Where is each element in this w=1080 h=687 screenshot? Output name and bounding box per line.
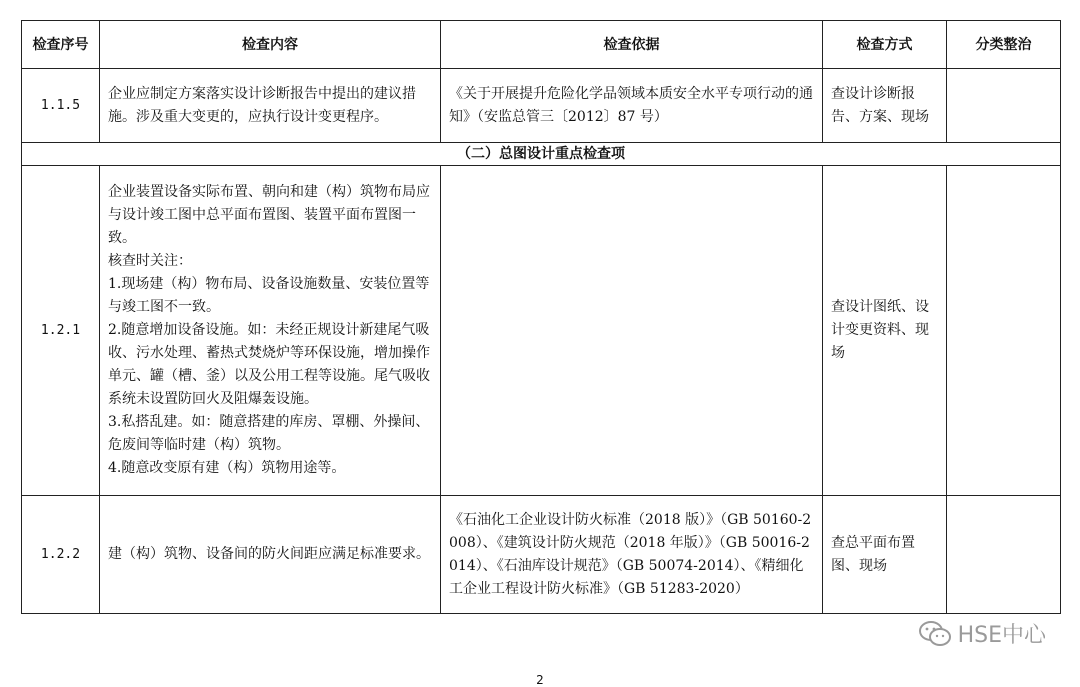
inspection-table	[21, 20, 1061, 614]
row-no: 1.2.2	[22, 496, 100, 614]
content-para: 核查时关注：	[108, 253, 192, 269]
header-method: 检查方式	[823, 21, 947, 69]
row-no: 1.2.1	[22, 166, 100, 496]
row-method: 查总平面布置图、现场	[823, 496, 947, 614]
table-row	[22, 69, 1061, 143]
section-title: （二）总图设计重点检查项	[22, 143, 1061, 166]
row-content	[100, 166, 441, 496]
content-para: 企业装置设备实际布置、朝向和建（构）筑物布局应与设计竣工图中总平面布置图、装置平面布置图一致。	[108, 184, 430, 246]
row-rectify	[947, 69, 1061, 143]
content-para: 企业应制定方案落实设计诊断报告中提出的建议措施。涉及重大变更的，应执行设计变更程序。	[108, 85, 416, 125]
content-para: 2.随意增加设备设施。如：未经正规设计新建尾气吸收、污水处理、蓄热式焚烧炉等环保设施，增加操作单元、罐（槽、釜）以及公用工程等设施。尾气吸收系统未设置防回火及阻爆轰设施。	[108, 322, 430, 407]
header-rectify: 分类整治	[947, 21, 1061, 69]
row-method: 查设计诊断报告、方案、现场	[823, 69, 947, 143]
row-no: 1.1.5	[22, 69, 100, 143]
basis-para: 《石油化工企业设计防火标准（2018 版）》（GB 50160-2008）、《建筑设计防火规范（2018 年版）》（GB 50016-2014）、《石油库设计规范》（GB 50074-2014）、《精细化工企业工程设计防火标准》（GB 51283-2020）	[449, 511, 812, 597]
header-content: 检查内容	[100, 21, 441, 69]
content-para: 4.随意改变原有建（构）筑物用途等。	[108, 460, 346, 476]
section-row	[22, 143, 1061, 166]
watermark	[918, 618, 1046, 649]
row-method: 查设计图纸、设计变更资料、现场	[823, 166, 947, 496]
header-no: 检查序号	[22, 21, 100, 69]
content-para: 建（构）筑物、设备间的防火间距应满足标准要求。	[108, 546, 430, 562]
content-para: 3.私搭乱建。如：随意搭建的库房、罩棚、外操间、危废间等临时建（构）筑物。	[108, 414, 430, 453]
table-row	[22, 496, 1061, 614]
content-para: 1.现场建（构）物布局、设备设施数量、安装位置等与竣工图不一致。	[108, 276, 430, 315]
row-basis	[441, 166, 823, 496]
row-basis	[441, 69, 823, 143]
row-content	[100, 69, 441, 143]
row-content	[100, 496, 441, 614]
row-basis	[441, 496, 823, 614]
watermark-text: HSE中心	[957, 623, 1046, 648]
header-row	[22, 21, 1061, 69]
row-rectify	[947, 496, 1061, 614]
row-rectify	[947, 166, 1061, 496]
table-row	[22, 166, 1061, 496]
basis-para: 《关于开展提升危险化学品领域本质安全水平专项行动的通知》（安监总管三〔2012〕87 号）	[449, 85, 813, 125]
header-basis: 检查依据	[441, 21, 823, 69]
page-number: 2	[536, 673, 544, 687]
wechat-icon	[918, 620, 952, 648]
